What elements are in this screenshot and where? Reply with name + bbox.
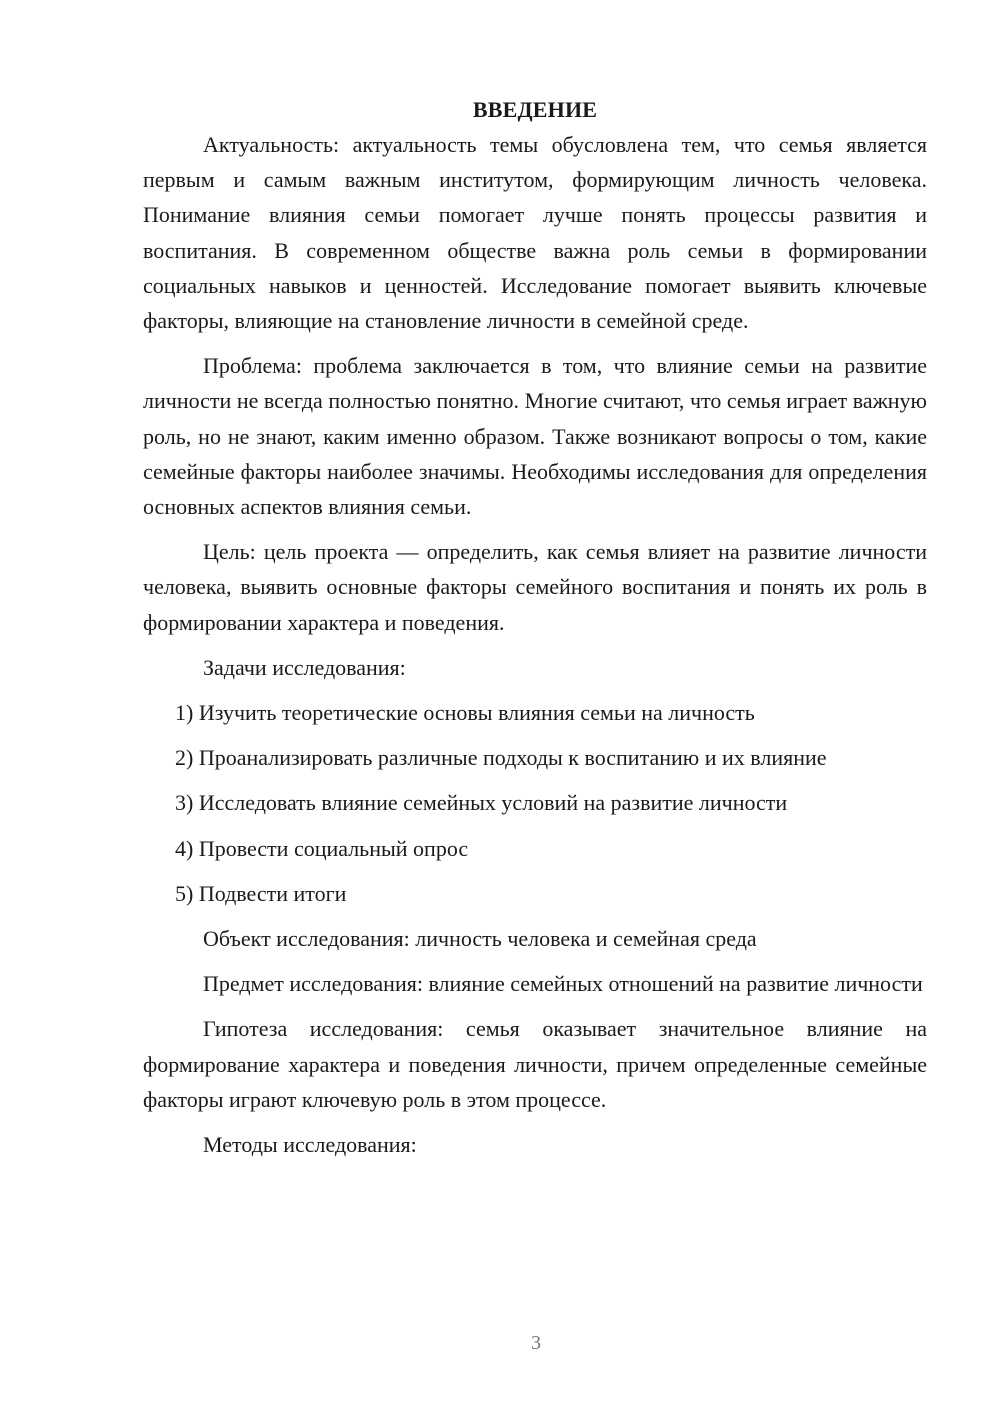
- list-item: 1) Изучить теоретические основы влияния семьи на личность: [175, 700, 755, 726]
- document-page: [143, 92, 927, 1172]
- paragraph-hypothesis: Гипотеза исследования: семья оказывает значительное влияние на формирование характера и поведения личности, причем определенные семейные факторы играют ключевую роль в этом процессе.: [143, 1016, 927, 1112]
- list-item: 2) Проанализировать различные подходы к воспитанию и их влияние: [175, 745, 827, 771]
- list-item: 3) Исследовать влияние семейных условий на развитие личности: [175, 790, 788, 816]
- paragraph-goal: Цель: цель проекта — определить, как семья влияет на развитие личности человека, выявить основные факторы семейного воспитания и понять их роль в формировании характера и поведения.: [143, 539, 927, 635]
- paragraph-methods: Методы исследования:: [203, 1132, 417, 1158]
- paragraph-tasks-heading: Задачи исследования:: [203, 654, 406, 680]
- page-number: 3: [531, 1332, 541, 1354]
- list-item: 4) Провести социальный опрос: [175, 835, 469, 861]
- paragraph-relevance: Актуальность: актуальность темы обусловлена тем, что семья является первым и самым важным институтом, формирующим личность человека. Понимание влияния семьи помогает лучше понять процессы развития и воспитания. В современном обществе важна роль семьи в формировании социальных навыков и ценностей. Исследование помогает выявить ключевые факторы, влияющие на становление личности в семейной среде.: [143, 132, 927, 334]
- list-item: 5) Подвести итоги: [175, 880, 347, 906]
- paragraph-problem: Проблема: проблема заключается в том, что влияние семьи на развитие личности не всегда полностью понятно. Многие считают, что семья играет важную роль, но не знают, каким именно образом. Также возникают вопросы о том, какие семейные факторы наиболее значимы. Необходимы исследования для определения основных аспектов влияния семьи.: [143, 353, 927, 520]
- paragraph-object: Объект исследования: личность человека и семейная среда: [203, 926, 757, 952]
- tasks-list: [143, 695, 927, 911]
- paragraph-subject: Предмет исследования: влияние семейных отношений на развитие личности: [203, 971, 923, 997]
- section-heading: ВВЕДЕНИЕ: [472, 97, 598, 122]
